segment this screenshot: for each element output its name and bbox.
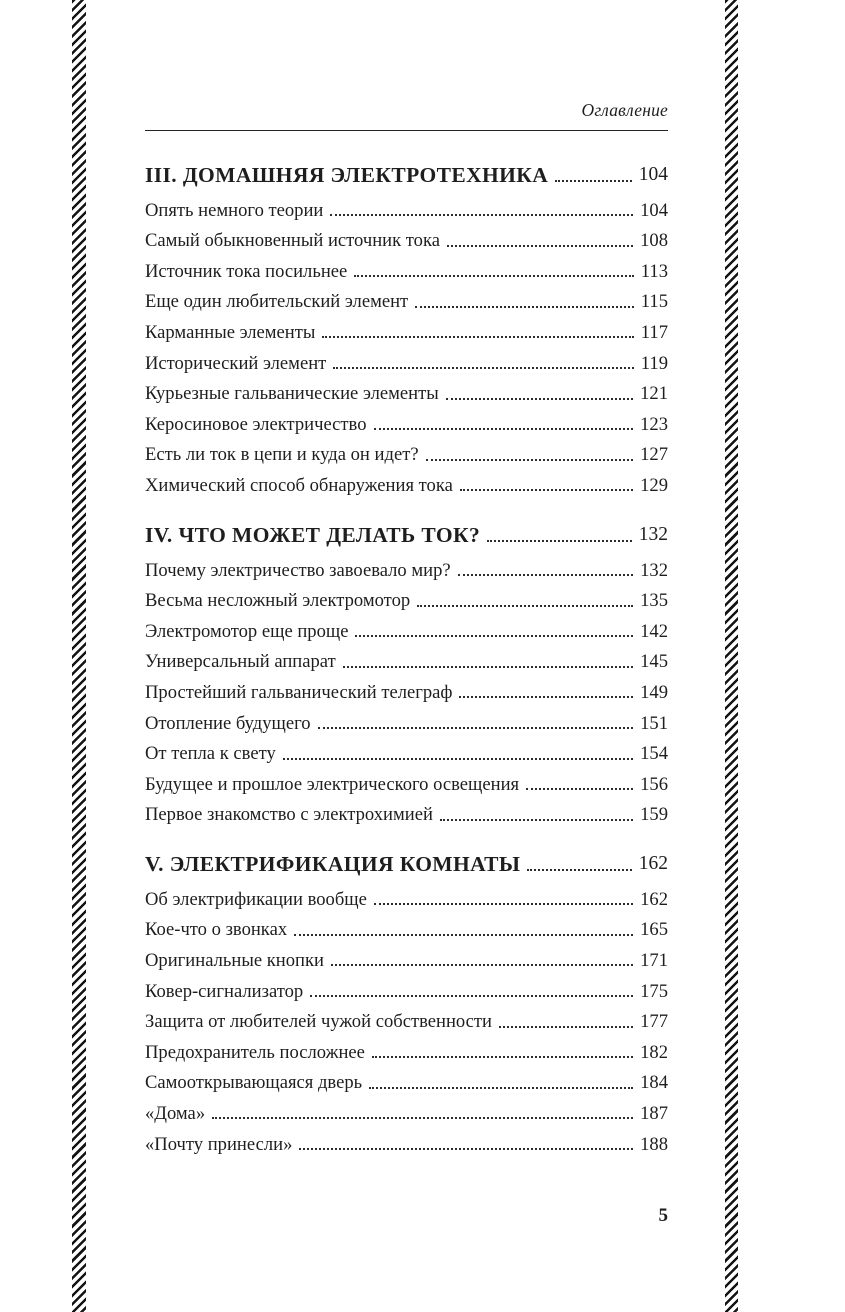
toc-entry [145, 739, 668, 770]
toc-entry [145, 1068, 668, 1099]
leader-dots [283, 758, 633, 760]
toc-entry [145, 708, 668, 739]
toc-entry [145, 647, 668, 678]
toc-entry-page-number: 182 [640, 1041, 668, 1063]
toc-entry-page-number: 127 [640, 444, 668, 466]
toc-entry-page-number: 187 [640, 1103, 668, 1125]
toc-entry-page-number: 113 [640, 260, 668, 282]
toc-entry-page-number: 171 [640, 950, 668, 972]
toc-entry [145, 1129, 668, 1160]
toc-entry-title: Исторический элемент [145, 352, 327, 374]
toc-entry-title: Ковер-сигнализатор [145, 980, 304, 1002]
toc-entry [145, 884, 668, 915]
toc-entry [145, 915, 668, 946]
toc-section [145, 162, 668, 501]
toc-entry [145, 440, 668, 471]
toc-entry-title: Весьма несложный электромотор [145, 590, 411, 612]
toc-entry-title: Об электрификации вообще [145, 888, 367, 910]
leader-dots [354, 275, 634, 277]
toc-entry-page-number: 121 [640, 383, 668, 405]
leader-dots [212, 1117, 633, 1119]
leader-dots [446, 398, 633, 400]
toc-section-heading [145, 522, 668, 548]
toc-section-page-number: 104 [638, 164, 668, 185]
toc-entry [145, 1037, 668, 1068]
toc-entry [145, 586, 668, 617]
leader-dots [526, 788, 633, 790]
leader-dots [322, 336, 633, 338]
toc-entry-page-number: 129 [640, 474, 668, 496]
leader-dots [458, 574, 633, 576]
toc-entry [145, 945, 668, 976]
toc-entry-page-number: 132 [640, 559, 668, 581]
toc-entry-page-number: 142 [640, 620, 668, 642]
toc-section-heading [145, 162, 668, 188]
toc-section [145, 522, 668, 830]
toc-entry-page-number: 151 [640, 712, 668, 734]
leader-dots [299, 1148, 633, 1150]
toc-entry-title: Электромотор еще проще [145, 620, 349, 642]
leader-dots [426, 459, 634, 461]
toc-entry [145, 555, 668, 586]
leader-dots [343, 666, 633, 668]
toc-entry [145, 226, 668, 257]
toc-entry [145, 256, 668, 287]
toc-entry-title: Курьезные гальванические элементы [145, 383, 439, 405]
toc-entry [145, 317, 668, 348]
toc-section-entries [145, 195, 668, 501]
toc-entry-title: Универсальный аппарат [145, 651, 336, 673]
toc-entry-page-number: 149 [640, 681, 668, 703]
page-number: 5 [658, 1205, 668, 1226]
leader-dots [487, 540, 632, 542]
toc-entry-page-number: 119 [640, 352, 668, 374]
right-border-hatch-ornament [725, 0, 738, 1312]
toc-section-title: V. ЭЛЕКТРИФИКАЦИЯ КОМНАТЫ [145, 852, 521, 877]
toc-entry [145, 800, 668, 831]
page-content [145, 0, 668, 1160]
toc-entry-title: «Дома» [145, 1103, 206, 1125]
toc-entry [145, 379, 668, 410]
leader-dots [374, 428, 634, 430]
toc-entry-page-number: 159 [640, 804, 668, 826]
toc-entry [145, 616, 668, 647]
leader-dots [355, 635, 633, 637]
toc-entry [145, 1007, 668, 1038]
toc-entry-title: Предохранитель посложнее [145, 1041, 365, 1063]
leader-dots [499, 1026, 633, 1028]
toc-section-heading [145, 851, 668, 877]
leader-dots [294, 934, 633, 936]
leader-dots [310, 995, 633, 997]
leader-dots [369, 1087, 633, 1089]
leader-dots [331, 964, 633, 966]
toc-section-title: IV. ЧТО МОЖЕТ ДЕЛАТЬ ТОК? [145, 522, 481, 547]
leader-dots [333, 367, 634, 369]
running-header [145, 99, 668, 121]
running-header-text: Оглавление [581, 100, 668, 120]
toc-entry-page-number: 177 [640, 1011, 668, 1033]
toc-entry-page-number: 162 [640, 888, 668, 910]
toc-entry [145, 195, 668, 226]
toc-entry-page-number: 115 [640, 291, 668, 313]
toc-entry [145, 409, 668, 440]
toc-entry-page-number: 104 [640, 199, 668, 221]
leader-dots [460, 489, 633, 491]
toc-section [145, 851, 668, 1159]
toc-section-entries [145, 555, 668, 830]
toc-entry-title: Защита от любителей чужой собственности [145, 1011, 492, 1033]
toc-entry-title: Еще один любительский элемент [145, 291, 409, 313]
toc-entry-page-number: 135 [640, 590, 668, 612]
toc-entry-page-number: 154 [640, 743, 668, 765]
toc-entry-title: Керосиновое электричество [145, 413, 367, 435]
toc-entry-title: Самооткрывающаяся дверь [145, 1072, 363, 1094]
toc-section-page-number: 162 [638, 853, 668, 875]
table-of-contents [145, 162, 668, 1160]
leader-dots [555, 180, 632, 182]
toc-entry-page-number: 117 [640, 321, 668, 343]
toc-section-entries [145, 884, 668, 1159]
leader-dots [330, 214, 633, 216]
toc-entry-page-number: 123 [640, 413, 668, 435]
toc-entry-page-number: 184 [640, 1072, 668, 1094]
toc-entry [145, 677, 668, 708]
toc-entry-title: Будущее и прошлое электрического освещения [145, 773, 520, 795]
toc-entry-page-number: 165 [640, 919, 668, 941]
toc-entry [145, 769, 668, 800]
toc-entry-title: От тепла к свету [145, 743, 276, 765]
toc-entry-page-number: 108 [640, 230, 668, 252]
toc-entry-title: Самый обыкновенный источник тока [145, 230, 440, 252]
leader-dots [318, 727, 634, 729]
toc-entry-title: Кое-что о звонках [145, 919, 288, 941]
leader-dots [374, 903, 633, 905]
leader-dots [527, 869, 631, 871]
toc-entry-title: Карманные элементы [145, 321, 316, 343]
leader-dots [447, 245, 633, 247]
toc-entry-title: Почему электричество завоевало мир? [145, 559, 451, 581]
toc-entry-page-number: 156 [640, 773, 668, 795]
toc-entry-title: Опять немного теории [145, 199, 324, 221]
toc-entry-title: Отопление будущего [145, 712, 311, 734]
toc-entry-title: Оригинальные кнопки [145, 950, 324, 972]
leader-dots [440, 819, 633, 821]
toc-entry-title: Есть ли ток в цепи и куда он идет? [145, 444, 419, 466]
leader-dots [415, 306, 634, 308]
left-border-hatch-ornament [72, 0, 86, 1312]
toc-entry-title: Первое знакомство с электрохимией [145, 804, 433, 826]
toc-entry-title: Источник тока посильнее [145, 260, 348, 282]
leader-dots [459, 696, 633, 698]
toc-entry-page-number: 188 [640, 1133, 668, 1155]
toc-entry [145, 348, 668, 379]
toc-entry [145, 287, 668, 318]
toc-entry-page-number: 175 [640, 980, 668, 1002]
header-rule [145, 130, 668, 131]
leader-dots [372, 1056, 633, 1058]
toc-entry-title: Простейший гальванический телеграф [145, 681, 453, 703]
toc-section-title: III. ДОМАШНЯЯ ЭЛЕКТРОТЕХНИКА [145, 163, 549, 187]
toc-entry [145, 1098, 668, 1129]
toc-entry-page-number: 145 [640, 651, 668, 673]
toc-section-page-number: 132 [638, 523, 668, 545]
toc-entry [145, 470, 668, 501]
toc-entry [145, 976, 668, 1007]
toc-entry-title: Химический способ обнаружения тока [145, 474, 453, 496]
toc-entry-title: «Почту принесли» [145, 1133, 293, 1155]
leader-dots [417, 605, 633, 607]
